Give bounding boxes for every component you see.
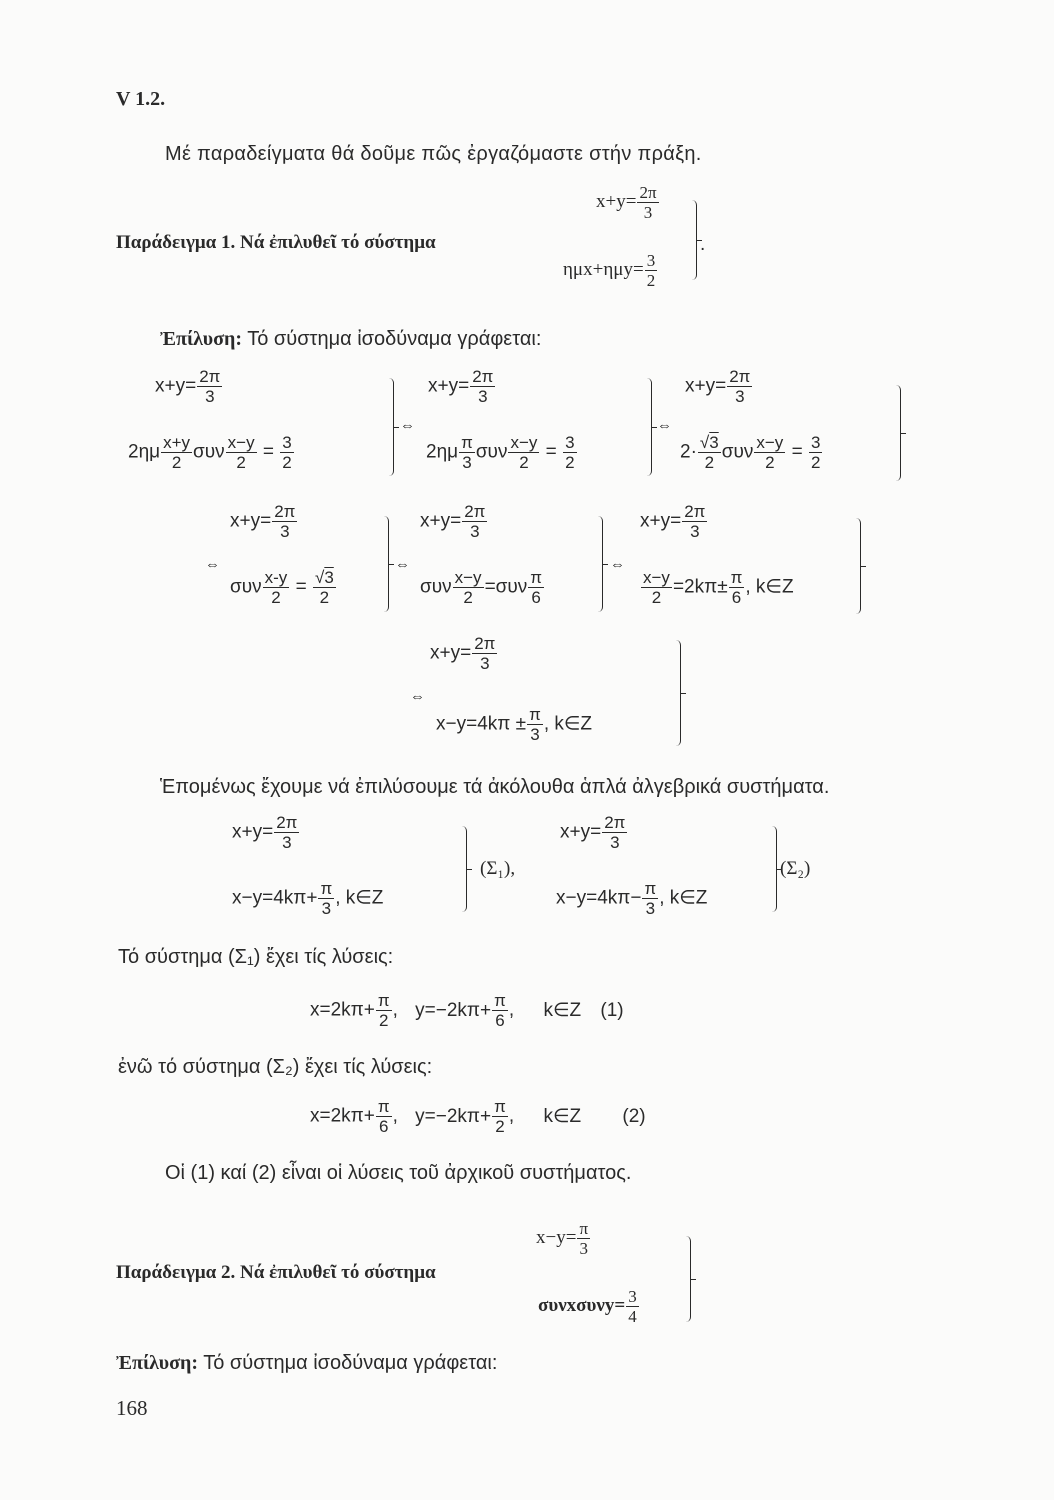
step1-b-top bbox=[428, 368, 496, 405]
eq-lhs: x+y= bbox=[230, 510, 272, 532]
frac-den: 4 bbox=[628, 1307, 637, 1326]
sol-y: y=−2kπ+ bbox=[415, 999, 492, 1021]
frac-num: π bbox=[730, 568, 743, 587]
eq-part: 2ημ bbox=[128, 441, 161, 463]
frac-num: 2π bbox=[276, 813, 298, 832]
step1-a-top bbox=[155, 368, 223, 405]
consequently-text: Ἑπομένως ἔχουμε νά ἐπιλύσουμε τά ἀκόλουθα ἁπλά ἀλγεβρικά συστήματα. bbox=[160, 776, 830, 798]
system-2-label: (Σ₂) bbox=[780, 858, 811, 879]
eq-lhs: x+y= bbox=[430, 642, 472, 664]
frac-num: π bbox=[320, 879, 333, 898]
brace bbox=[852, 518, 861, 614]
frac-den: 6 bbox=[379, 1117, 389, 1136]
frac-num: 2π bbox=[199, 367, 221, 386]
solution-label: Ἐπίλυση: bbox=[160, 328, 243, 350]
frac-num: π bbox=[494, 1097, 506, 1116]
eq-part: 2· bbox=[680, 441, 697, 463]
example-1-eq2 bbox=[563, 252, 658, 289]
sep: , bbox=[392, 999, 398, 1021]
eq-tail: , k∈Z bbox=[543, 713, 593, 735]
example-1-title: Παράδειγμα 1. Νά ἐπιλυθεῖ τό σύστημα bbox=[116, 232, 436, 253]
step2-c-top bbox=[640, 503, 708, 540]
brace bbox=[768, 826, 777, 912]
sol-k: k∈Z bbox=[543, 1105, 582, 1127]
sys2-top bbox=[560, 814, 628, 851]
frac-den: 3 bbox=[478, 387, 488, 406]
frac-den: 2 bbox=[463, 588, 473, 607]
frac-num: π bbox=[494, 991, 506, 1010]
frac-den: 2 bbox=[810, 453, 821, 472]
frac-num: π bbox=[579, 1219, 589, 1238]
eq-tail: , k∈Z bbox=[745, 576, 794, 598]
step2-c-bot bbox=[640, 569, 794, 606]
equiv-arrow: ⇔ bbox=[205, 556, 220, 573]
frac-den: 3 bbox=[643, 203, 653, 222]
frac-num: 2π bbox=[639, 183, 657, 202]
brace bbox=[458, 826, 467, 912]
sol-x: x=2kπ+ bbox=[310, 1105, 375, 1127]
frac-den: 2 bbox=[765, 453, 775, 472]
eq-sign: = bbox=[262, 441, 274, 463]
sep: , bbox=[392, 1105, 398, 1127]
frac-num: π bbox=[644, 879, 657, 898]
frac-num: π bbox=[530, 568, 543, 587]
eq-lhs: x−y=4kπ− bbox=[556, 887, 642, 909]
solution-label: Ἐπίλυση: bbox=[116, 1352, 199, 1374]
step3-bot bbox=[436, 706, 592, 743]
eq-part: 2ημ bbox=[426, 441, 459, 463]
solution-text: Τό σύστημα ἰσοδύναμα γράφεται: bbox=[247, 328, 542, 350]
frac-num: π bbox=[461, 433, 473, 452]
frac-num: 2π bbox=[464, 502, 486, 521]
frac-num: 3 bbox=[628, 1287, 637, 1306]
eq-lhs: x+y= bbox=[640, 510, 682, 532]
sol-y: y=−2kπ+ bbox=[415, 1105, 492, 1127]
sep: , bbox=[508, 1105, 515, 1127]
example-2-title: Παράδειγμα 2. Νά ἐπιλυθεῖ τό σύστημα bbox=[116, 1262, 436, 1283]
eq-lhs: ημx+ημy= bbox=[563, 258, 644, 280]
solution-1 bbox=[160, 328, 541, 351]
example-2-eq2 bbox=[538, 1288, 640, 1325]
frac-num: x−y bbox=[643, 568, 670, 587]
eq-tag: (1) bbox=[600, 999, 624, 1021]
frac-num: x-y bbox=[264, 568, 288, 587]
step2-a-top bbox=[230, 503, 298, 540]
frac-num: 2π bbox=[729, 367, 751, 386]
frac-num: √ 3 bbox=[313, 569, 336, 588]
eq-lhs: x+y= bbox=[685, 375, 727, 397]
step2-a-bot bbox=[230, 569, 337, 606]
solution-1-line bbox=[310, 992, 624, 1029]
brace bbox=[385, 378, 394, 476]
eq-lhs: x+y= bbox=[420, 510, 462, 532]
eq-sign: = bbox=[791, 441, 803, 463]
solution-2 bbox=[116, 1352, 497, 1375]
frac-den: 2 bbox=[651, 588, 662, 607]
frac-den: 3 bbox=[690, 522, 700, 541]
brace bbox=[672, 640, 681, 746]
frac-den: 2 bbox=[271, 588, 281, 607]
system-1-label: (Σ₁), bbox=[480, 858, 516, 879]
sys2-bot bbox=[556, 880, 707, 917]
frac-num: 3 bbox=[565, 433, 575, 452]
frac-num: x−y bbox=[454, 568, 482, 587]
frac-den: 3 bbox=[480, 654, 490, 673]
frac-den: 6 bbox=[731, 588, 742, 607]
frac-num: 2π bbox=[472, 367, 494, 386]
s1-text: Τό σύστημα (Σ₁) ἔχει τίς λύσεις: bbox=[118, 946, 394, 968]
step1-c-top bbox=[685, 368, 753, 405]
frac-den: 3 bbox=[645, 899, 656, 918]
frac-den: 2 bbox=[565, 453, 575, 472]
eq-lhs: x+y= bbox=[232, 821, 274, 843]
system-brace bbox=[682, 1236, 691, 1322]
equiv-arrow: ⇔ bbox=[410, 688, 425, 705]
conclusion-text: Οἱ (1) καί (2) εἶναι οἱ λύσεις τοῦ ἀρχικοῦ συστήματος. bbox=[165, 1162, 632, 1184]
frac-den: 2 bbox=[704, 453, 715, 472]
sep: , bbox=[508, 999, 515, 1021]
eq-lhs: x−y=4kπ ± bbox=[436, 713, 527, 735]
frac-den: 3 bbox=[579, 1239, 588, 1258]
eq-part: συν bbox=[420, 576, 452, 598]
frac-den: 3 bbox=[282, 833, 292, 852]
eq-sign: = bbox=[295, 576, 307, 598]
eq-lhs: x−y=4kπ+ bbox=[232, 887, 318, 909]
frac-num: 2π bbox=[604, 813, 626, 832]
equiv-arrow: ⇔ bbox=[610, 556, 625, 573]
frac-num: π bbox=[529, 705, 541, 724]
frac-den: 3 bbox=[280, 522, 290, 541]
s2-text: ἐνῶ τό σύστημα (Σ₂) ἔχει τίς λύσεις: bbox=[118, 1056, 433, 1078]
solution-text: Τό σύστημα ἰσοδύναμα γράφεται: bbox=[203, 1352, 498, 1374]
eq-tag: (2) bbox=[622, 1105, 646, 1127]
system-brace bbox=[688, 200, 697, 280]
equiv-arrow: ⇔ bbox=[395, 556, 410, 573]
frac-den: 2 bbox=[646, 271, 656, 290]
frac-num: √ 3 bbox=[698, 434, 721, 453]
frac-num: π bbox=[377, 991, 390, 1010]
eq-lhs: x+y= bbox=[596, 190, 637, 212]
frac-den: 6 bbox=[495, 1011, 505, 1030]
frac-num: x−y bbox=[510, 433, 538, 452]
frac-den: 3 bbox=[470, 522, 480, 541]
eq-sign: = bbox=[545, 441, 557, 463]
equiv-arrow: ⇔ bbox=[400, 417, 415, 434]
frac-den: 2 bbox=[236, 453, 246, 472]
frac-num: 2π bbox=[684, 502, 706, 521]
step1-b-bot bbox=[426, 434, 578, 471]
frac-num: 3 bbox=[282, 433, 292, 452]
sol-k: k∈Z bbox=[543, 999, 582, 1021]
frac-den: 2 bbox=[171, 453, 182, 472]
example-2-eq1 bbox=[536, 1220, 591, 1257]
frac-den: 2 bbox=[282, 453, 292, 472]
frac-den: 3 bbox=[462, 453, 472, 472]
eq-tail: , k∈Z bbox=[659, 887, 708, 909]
frac-den: 2 bbox=[519, 453, 529, 472]
section-label: V 1.2. bbox=[116, 88, 166, 110]
solution-2-line bbox=[310, 1098, 646, 1135]
frac-num: π bbox=[377, 1097, 390, 1116]
eq-sign: =συν bbox=[484, 576, 528, 598]
frac-den: 6 bbox=[531, 588, 541, 607]
eq-lhs: x+y= bbox=[560, 821, 602, 843]
frac-den: 2 bbox=[319, 588, 330, 607]
eq-part: συν bbox=[721, 441, 754, 463]
frac-num: x−y bbox=[756, 433, 784, 452]
eq-lhs: x+y= bbox=[428, 375, 470, 397]
step3-top bbox=[430, 635, 498, 672]
sol-x: x=2kπ+ bbox=[310, 999, 375, 1021]
period: . bbox=[700, 234, 706, 255]
step1-c-bot bbox=[680, 434, 823, 471]
brace bbox=[643, 378, 652, 476]
eq-part: συν bbox=[230, 576, 262, 598]
eq-part: συν bbox=[475, 441, 508, 463]
frac-den: 3 bbox=[321, 899, 332, 918]
sys1-top bbox=[232, 814, 300, 851]
frac-num: 3 bbox=[646, 251, 656, 270]
eq-lhs: συνxσυνy= bbox=[538, 1294, 626, 1316]
equiv-arrow: ⇔ bbox=[657, 417, 672, 434]
eq-part: συν bbox=[193, 441, 225, 463]
frac-den: 3 bbox=[205, 387, 215, 406]
intro-text: Μέ παραδείγματα θά δοῦμε πῶς ἐργαζόμαστε στήν πράξη. bbox=[165, 143, 702, 165]
eq-lhs: x+y= bbox=[155, 375, 197, 397]
frac-num: 2π bbox=[474, 634, 496, 653]
eq-lhs: x−y= bbox=[536, 1226, 577, 1248]
frac-den: 3 bbox=[610, 833, 620, 852]
page-number: 168 bbox=[116, 1396, 148, 1420]
frac-den: 3 bbox=[530, 725, 540, 744]
step2-b-bot bbox=[420, 569, 545, 606]
step2-b-top bbox=[420, 503, 488, 540]
example-1-eq1 bbox=[596, 184, 660, 221]
sys1-bot bbox=[232, 880, 383, 917]
brace bbox=[892, 385, 901, 481]
frac-num: 2π bbox=[274, 502, 296, 521]
step1-a-bot bbox=[128, 434, 295, 471]
brace bbox=[594, 516, 603, 612]
frac-den: 2 bbox=[379, 1011, 389, 1030]
frac-den: 2 bbox=[495, 1117, 505, 1136]
frac-num: x+y bbox=[163, 433, 191, 452]
frac-num: x−y bbox=[227, 433, 255, 452]
frac-num: 3 bbox=[810, 433, 821, 452]
eq-tail: , k∈Z bbox=[335, 887, 384, 909]
frac-den: 3 bbox=[735, 387, 745, 406]
brace bbox=[380, 516, 389, 612]
eq-sign: =2kπ± bbox=[672, 576, 728, 598]
